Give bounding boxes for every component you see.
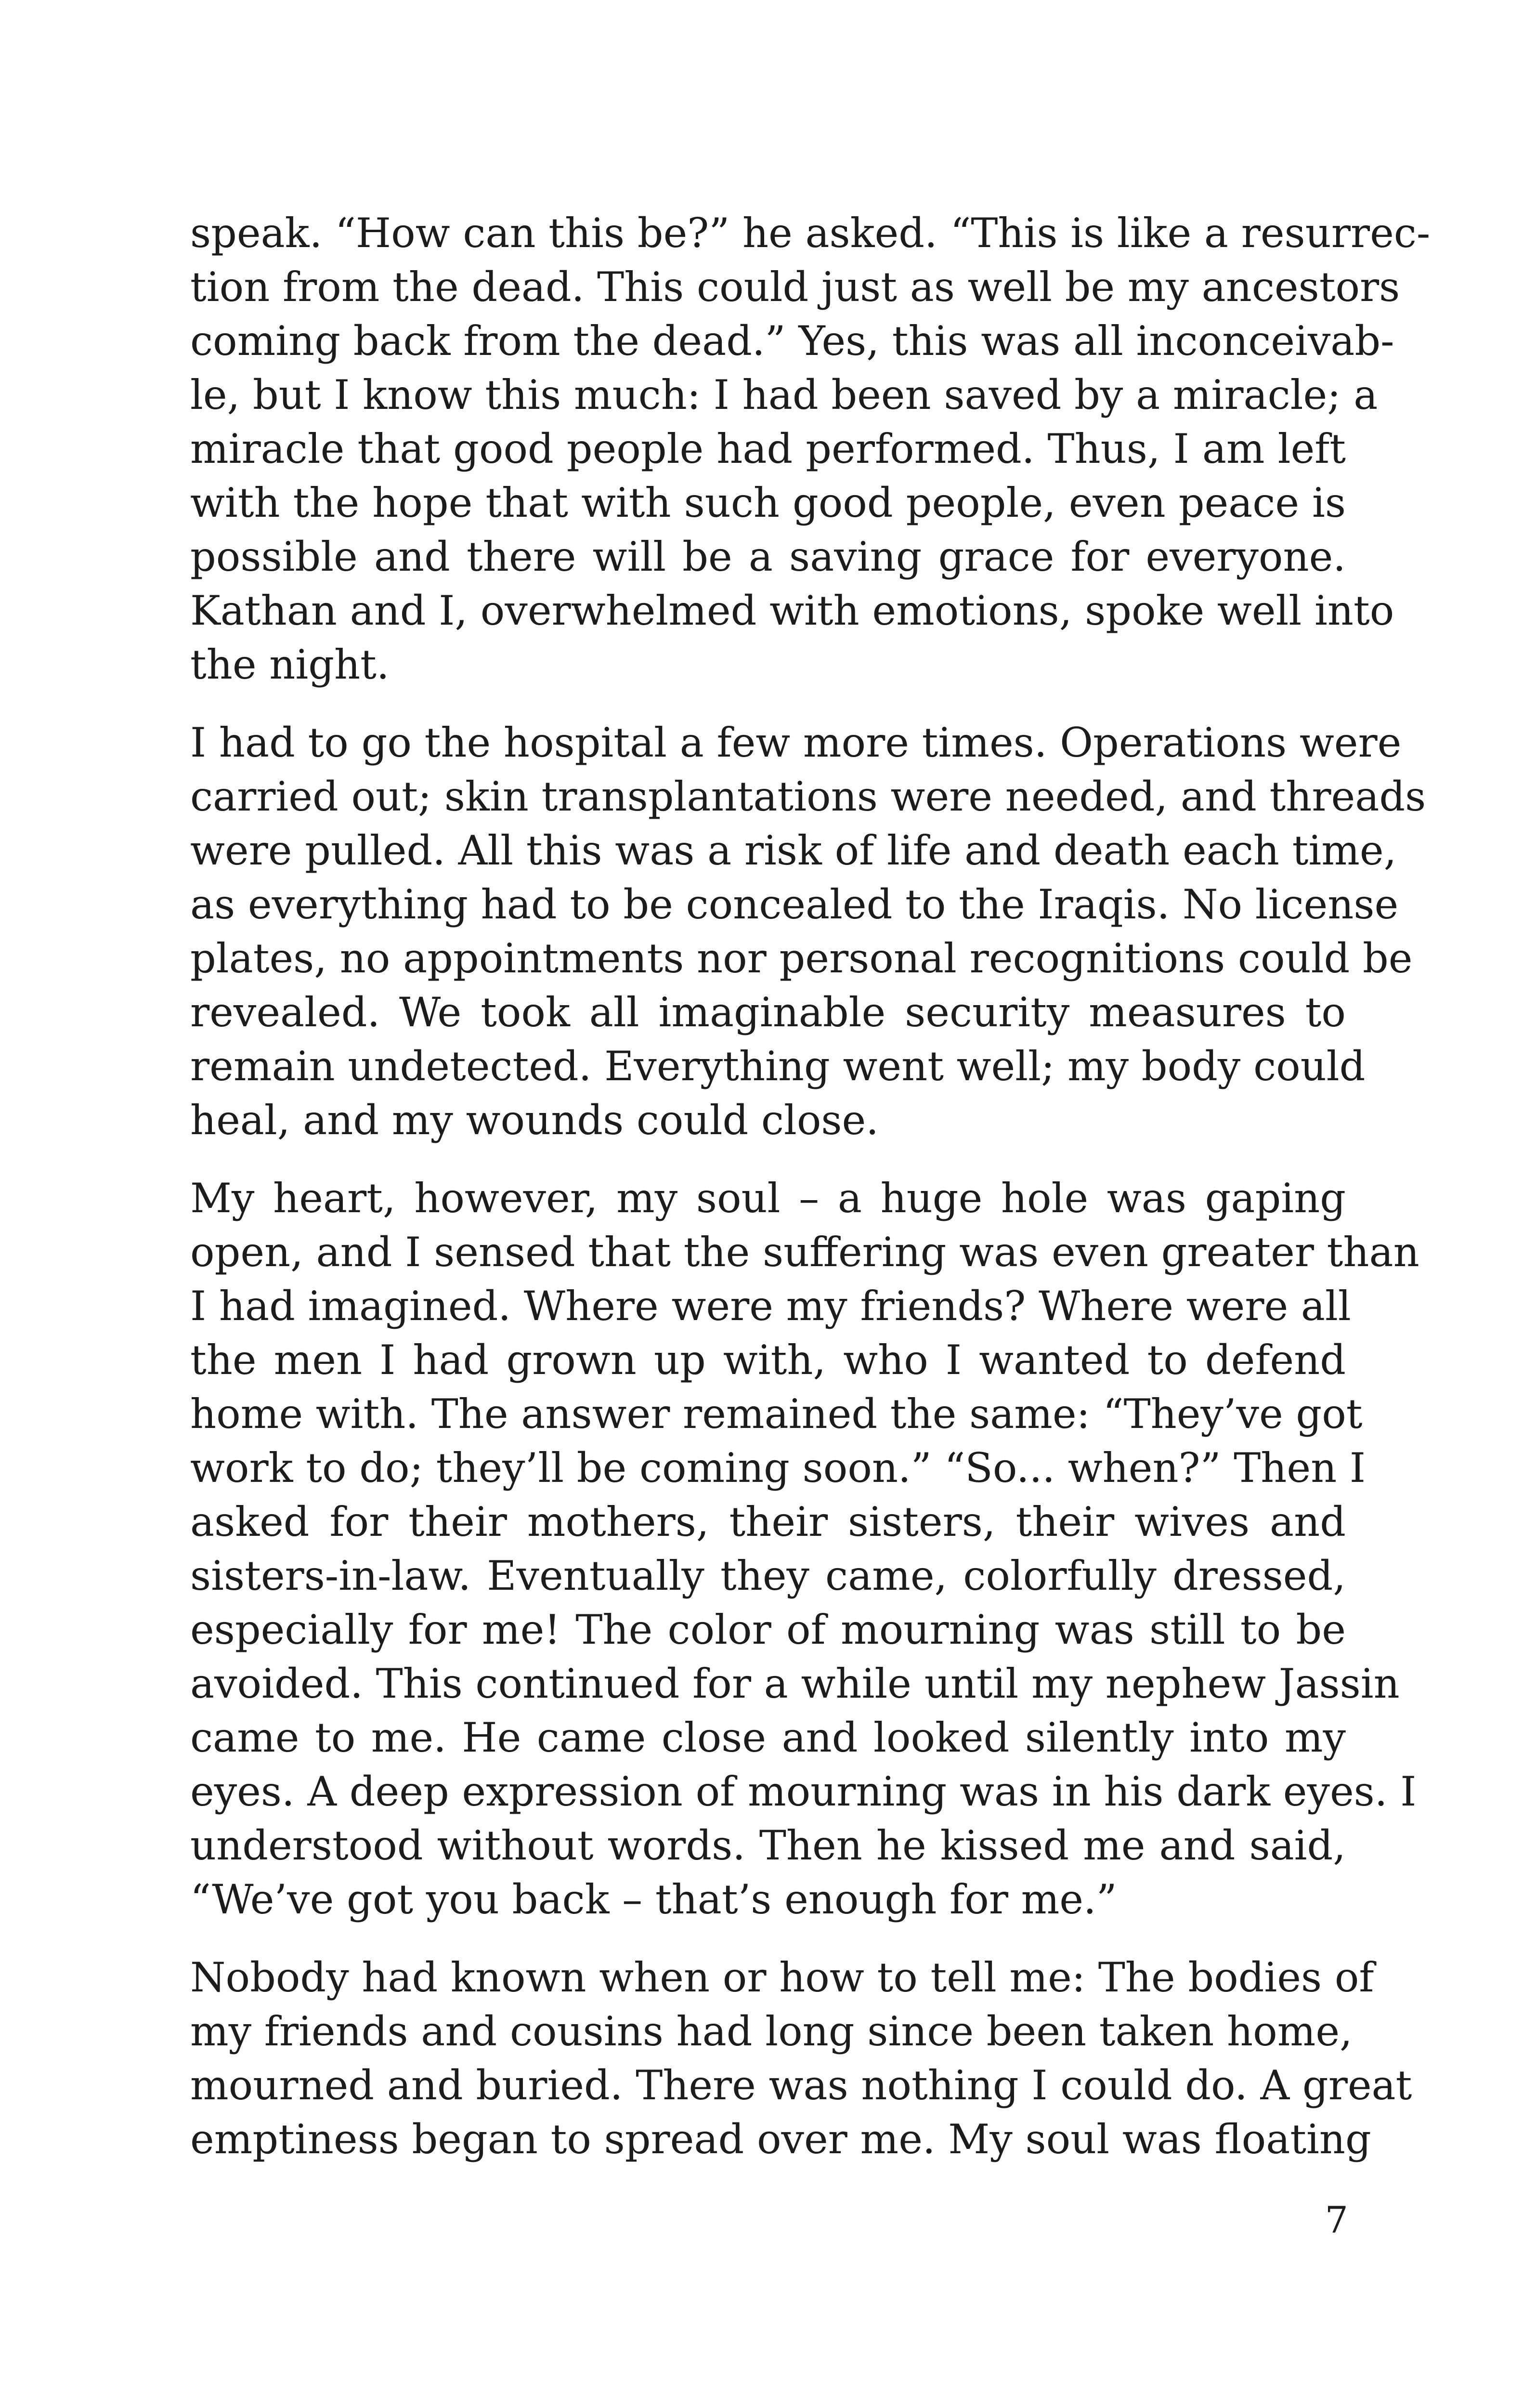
- paragraph-spacing: [190, 692, 1346, 716]
- text-line: open, and I sensed that the suffering was even greater than: [190, 1229, 1419, 1276]
- text-line: heal, and my wounds could close.: [190, 1097, 879, 1144]
- text-line: the men I had grown up with, who I wanted to defend: [190, 1336, 1346, 1384]
- text-line: the night.: [190, 641, 390, 688]
- text-line: as everything had to be concealed to the Iraqis. No license: [190, 881, 1399, 928]
- text-line: remain undetected. Everything went well; my body could: [190, 1043, 1366, 1090]
- text-line: I had to go the hospital a few more times. Operations were: [190, 719, 1402, 766]
- text-line: sisters-in-law. Eventually they came, colorfully dressed,: [190, 1552, 1346, 1599]
- text-line: with the hope that with such good people, even peace is: [190, 479, 1346, 526]
- text-line: emptiness began to spread over me. My soul was floating: [190, 2116, 1371, 2163]
- text-line: eyes. A deep expression of mourning was in his dark eyes. I: [190, 1768, 1417, 1815]
- paragraph-spacing: [190, 1926, 1346, 1950]
- paragraph-spacing: [190, 1147, 1346, 1171]
- page-number: 7: [1325, 2199, 1348, 2241]
- text-line: Nobody had known when or how to tell me: The bodies of: [190, 1954, 1374, 2001]
- text-line: My heart, however, my soul – a huge hole was gaping: [190, 1175, 1346, 1222]
- text-line: possible and there will be a saving grace for everyone.: [190, 533, 1346, 580]
- text-line: revealed. We took all imaginable security measures to: [190, 989, 1346, 1036]
- paragraph: [190, 716, 1426, 1147]
- text-line: came to me. He came close and looked silently into my: [190, 1714, 1346, 1761]
- text-line: Kathan and I, overwhelmed with emotions, spoke well into: [190, 587, 1394, 634]
- text-line: avoided. This continued for a while until my nephew Jassin: [190, 1660, 1400, 1707]
- text-line: le, but I know this much: I had been saved by a miracle; a: [190, 371, 1378, 419]
- text-line: I had imagined. Where were my friends? Where were all: [190, 1283, 1351, 1330]
- paragraph: [190, 1171, 1419, 1926]
- text-line: understood without words. Then he kissed me and said,: [190, 1822, 1346, 1869]
- text-line: especially for me! The color of mourning was still to be: [190, 1606, 1346, 1653]
- text-line: plates, no appointments nor personal recognitions could be: [190, 935, 1413, 982]
- text-line: speak. “How can this be?” he asked. “This is like a resurrec-: [190, 209, 1431, 257]
- text-line: tion from the dead. This could just as well be my ancestors: [190, 263, 1400, 311]
- text-line: carried out; skin transplantations were needed, and threads: [190, 773, 1426, 820]
- paragraph: [190, 206, 1431, 692]
- body-text: [190, 206, 1431, 2166]
- text-line: coming back from the dead.” Yes, this was all inconceivab-: [190, 317, 1394, 365]
- text-line: mourned and buried. There was nothing I could do. A great: [190, 2062, 1412, 2109]
- text-line: were pulled. All this was a risk of life and death each time,: [190, 827, 1397, 874]
- text-line: asked for their mothers, their sisters, their wives and: [190, 1498, 1346, 1545]
- text-line: home with. The answer remained the same: “They’ve got: [190, 1390, 1363, 1438]
- text-line: my friends and cousins had long since been taken home,: [190, 2008, 1353, 2055]
- text-line: miracle that good people had performed. Thus, I am left: [190, 425, 1346, 472]
- text-line: work to do; they’ll be coming soon.” “So... when?” Then I: [190, 1444, 1366, 1492]
- paragraph: [190, 1950, 1412, 2166]
- text-line: “We’ve got you back – that’s enough for me.”: [190, 1876, 1117, 1923]
